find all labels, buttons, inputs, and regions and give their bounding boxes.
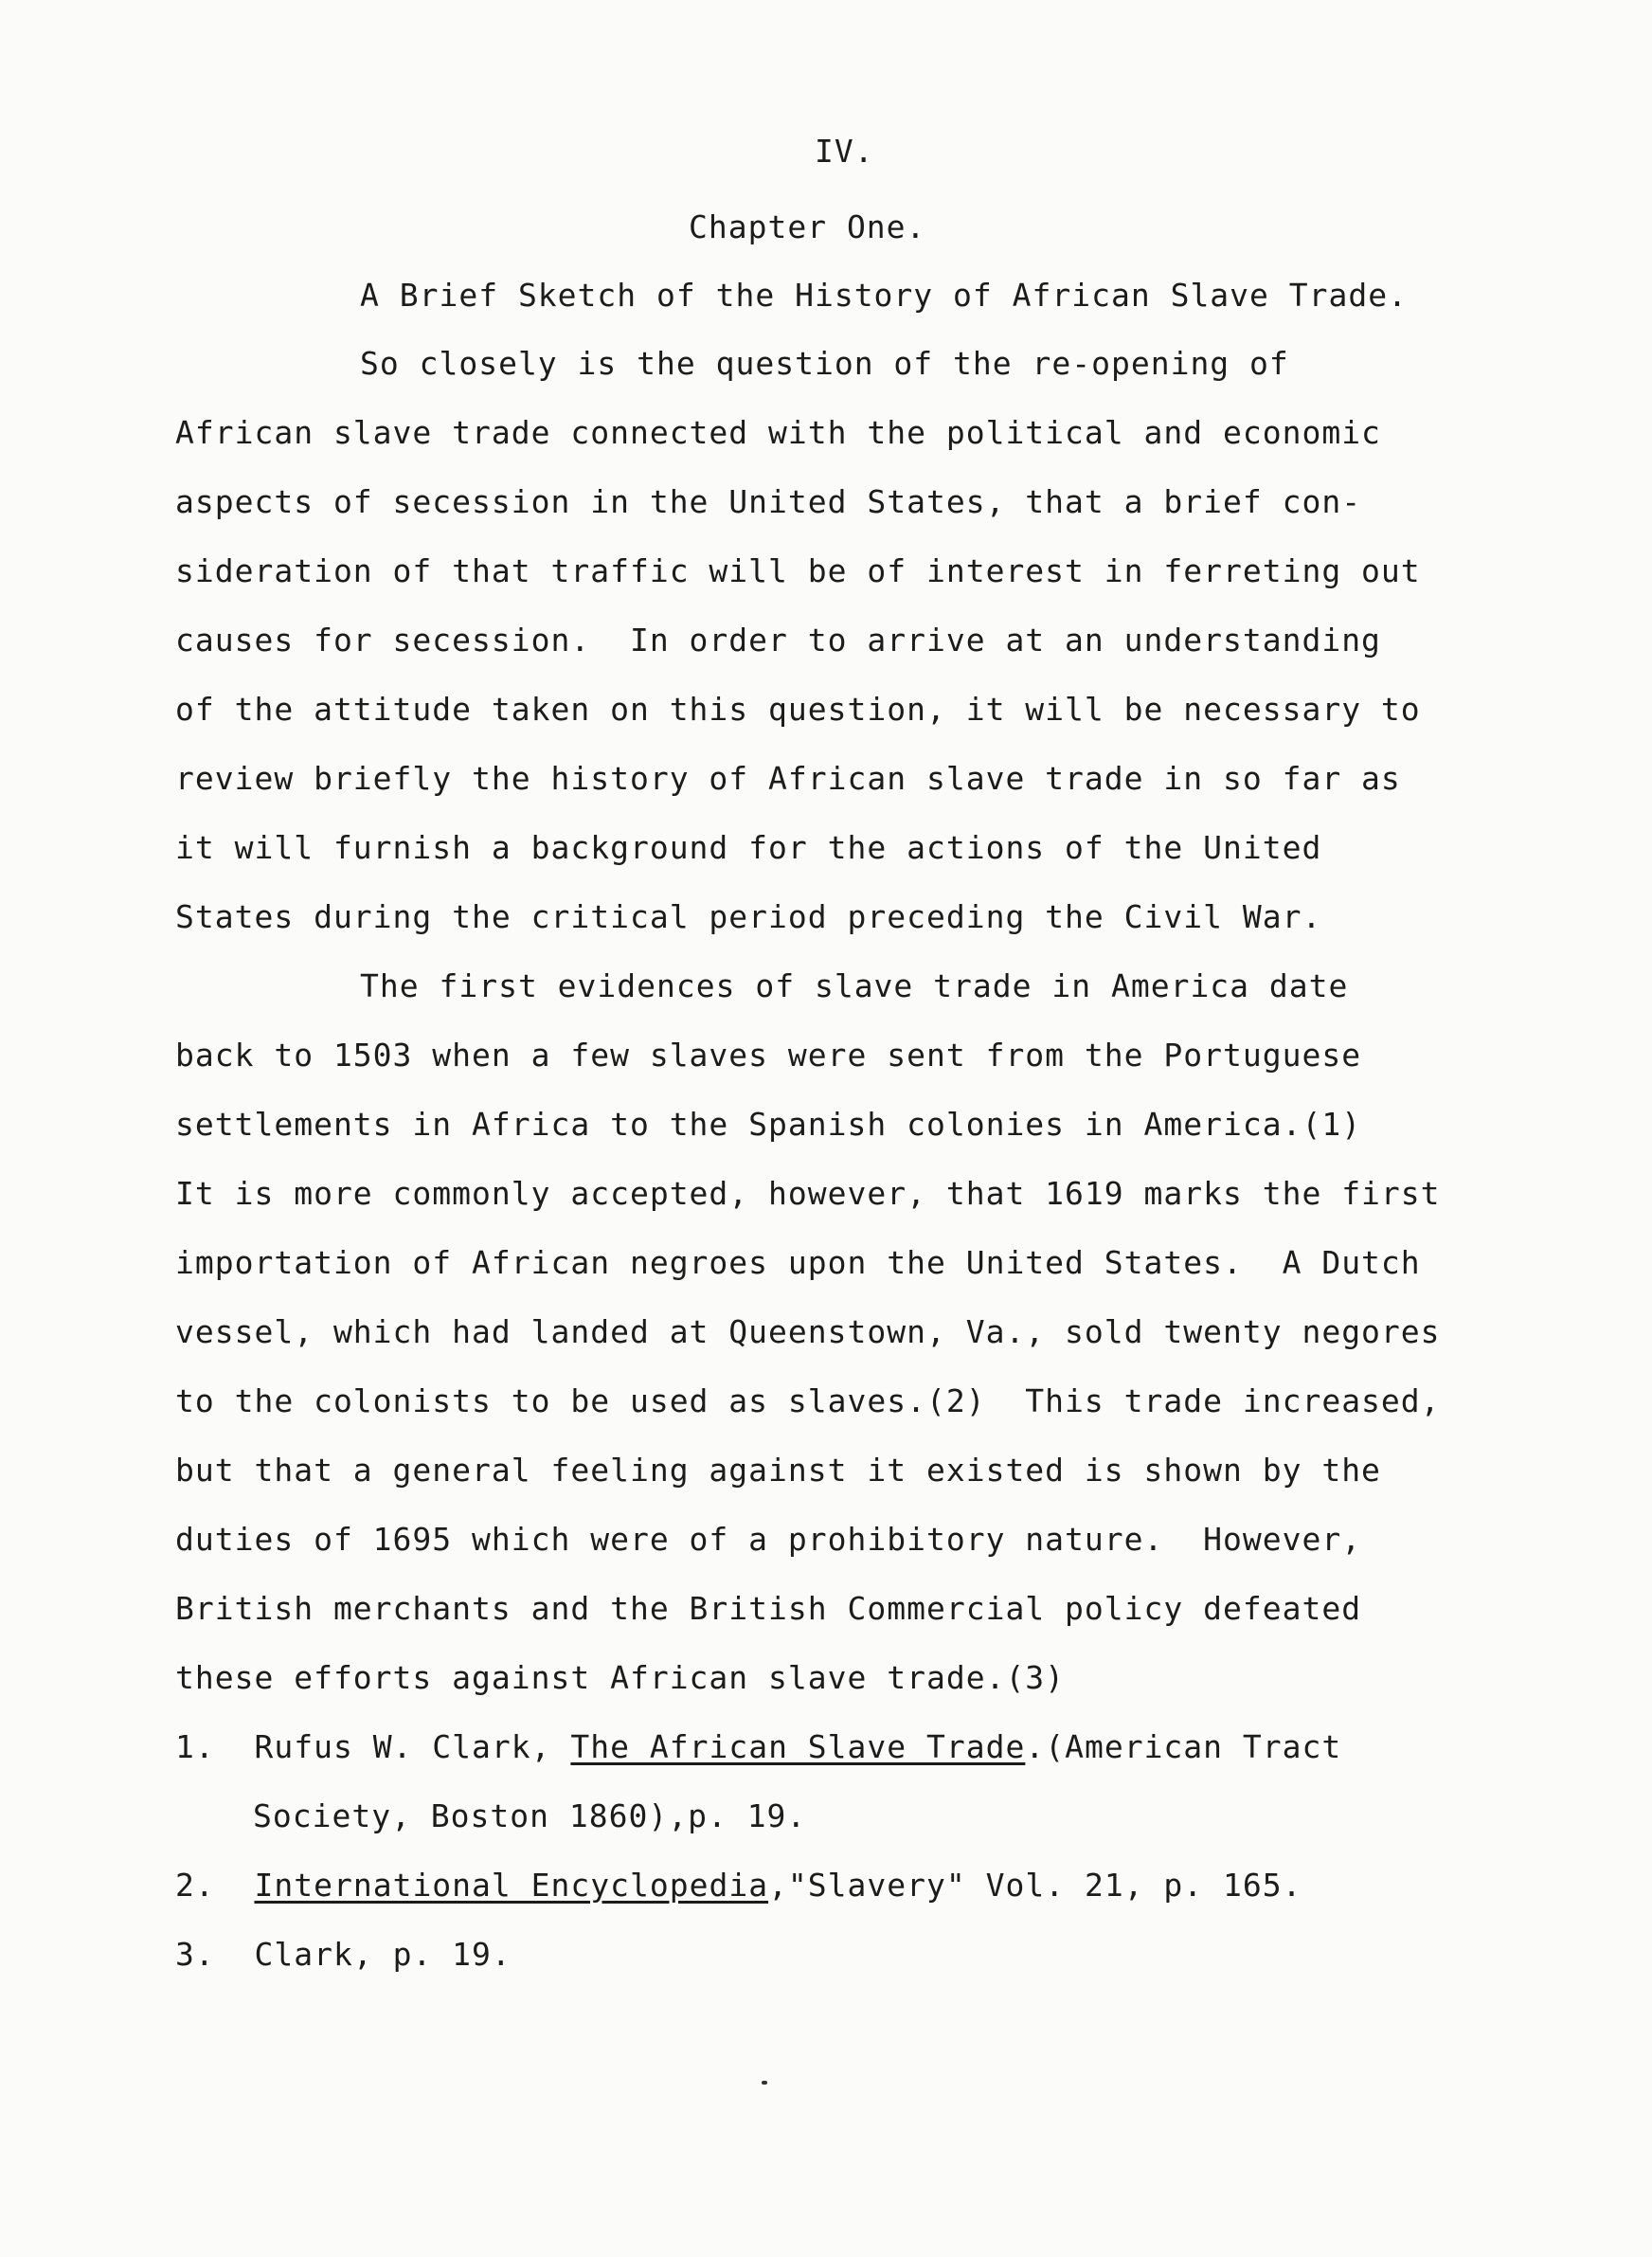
paragraph-line: back to 1503 when a few slaves were sent from the Portuguese — [175, 1037, 1362, 1074]
paragraph-line: of the attitude taken on this question, it will be necessary to — [175, 691, 1421, 728]
footnote-text: Clark, p. 19. — [254, 1936, 512, 1973]
paragraph-line: African slave trade connected with the political and economic — [175, 414, 1381, 451]
paragraph-line: The first evidences of slave trade in America date — [360, 967, 1349, 1004]
footnote-1 — [175, 1728, 1341, 1766]
paragraph-line: sideration of that traffic will be of interest in ferreting out — [175, 552, 1421, 589]
paragraph-line: It is more commonly accepted, however, that 1619 marks the first — [175, 1175, 1441, 1212]
paragraph-line: review briefly the history of African slave trade in so far as — [175, 760, 1401, 797]
paragraph-line: it will furnish a background for the actions of the United — [175, 829, 1322, 866]
footnote-number: 2. — [175, 1867, 215, 1904]
footnote-number: 3. — [175, 1936, 215, 1973]
footnote-title: The African Slave Trade — [570, 1728, 1026, 1765]
paragraph-line: vessel, which had landed at Queenstown, Va., sold twenty negores — [175, 1313, 1441, 1350]
footnote-author: Rufus W. Clark, — [254, 1728, 551, 1765]
paragraph-line: aspects of secession in the United States, that a brief con- — [175, 483, 1362, 520]
ink-speck — [762, 2081, 767, 2085]
section-heading: A Brief Sketch of the History of African Slave Trade. — [360, 277, 1408, 314]
paragraph-line: States during the critical period preceding the Civil War. — [175, 898, 1322, 935]
footnote-3 — [175, 1936, 512, 1974]
footnote-1-continuation: Society, Boston 1860),p. 19. — [253, 1797, 807, 1834]
footnote-rest: .(American Tract — [1025, 1728, 1342, 1765]
paragraph-line: So closely is the question of the re-opening of — [360, 345, 1289, 382]
chapter-title: Chapter One. — [689, 208, 926, 245]
paragraph-line: causes for secession. In order to arrive at an understanding — [175, 622, 1381, 659]
paragraph-line: but that a general feeling against it existed is shown by the — [175, 1452, 1381, 1489]
footnote-rest: ,"Slavery" Vol. 21, p. 165. — [768, 1867, 1302, 1904]
paragraph-line: these efforts against African slave trade.(3) — [175, 1659, 1066, 1696]
footnote-title: International Encyclopedia — [254, 1867, 769, 1904]
footnote-number: 1. — [175, 1728, 215, 1765]
paragraph-line: settlements in Africa to the Spanish colonies in America.(1) — [175, 1106, 1362, 1143]
paragraph-line: to the colonists to be used as slaves.(2) This trade increased, — [175, 1382, 1441, 1419]
page-number: IV. — [815, 133, 874, 170]
footnote-2 — [175, 1867, 1302, 1905]
paragraph-line: duties of 1695 which were of a prohibitory nature. However, — [175, 1521, 1362, 1558]
paragraph-line: importation of African negroes upon the United States. A Dutch — [175, 1244, 1421, 1281]
paragraph-line: British merchants and the British Commercial policy defeated — [175, 1590, 1362, 1627]
